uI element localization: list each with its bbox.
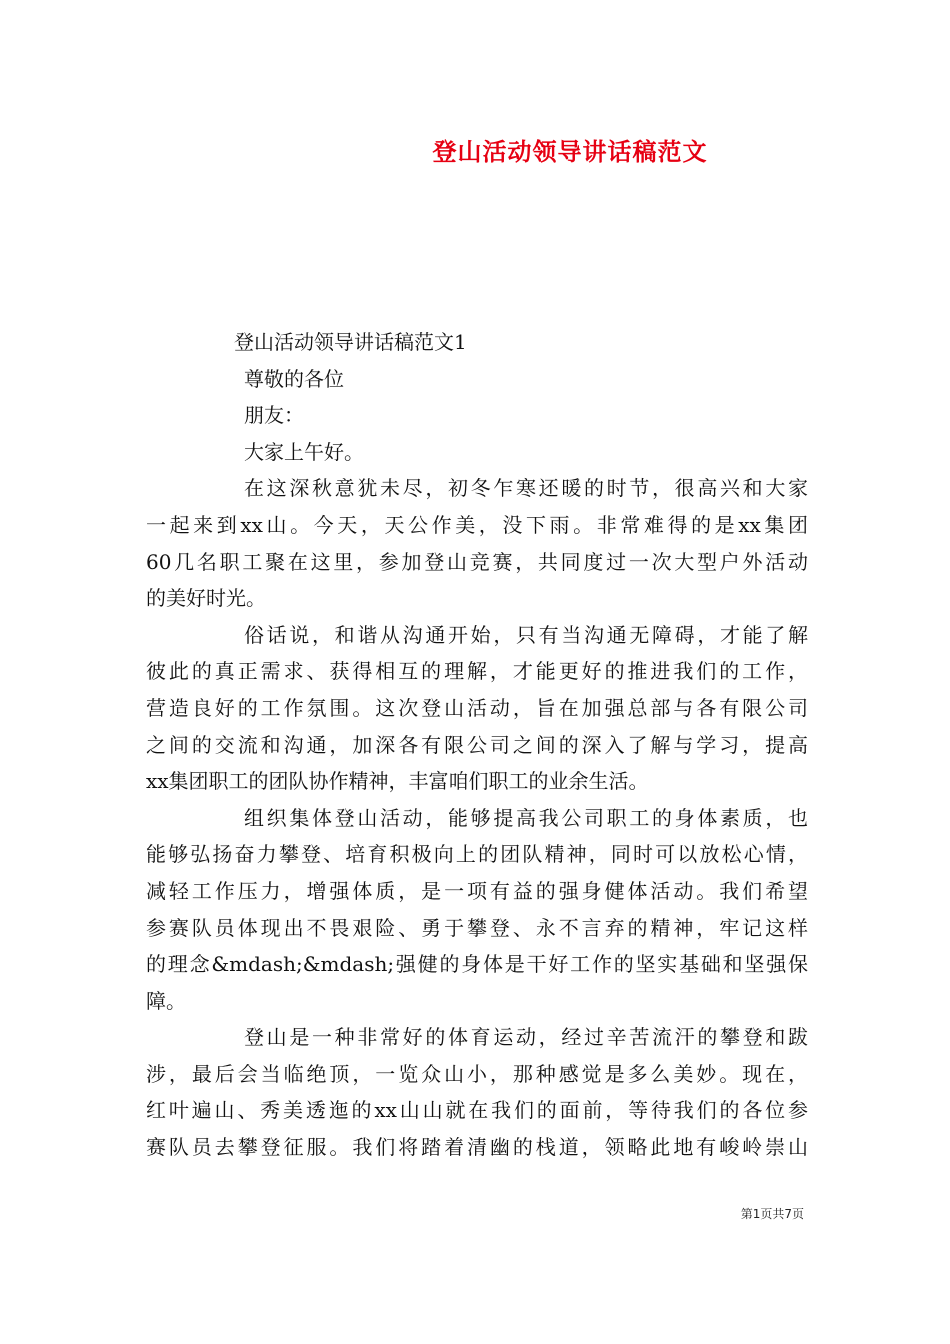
paragraph-line: 涉，最后会当临绝顶，一览众山小，那种感觉是多么美妙。现在， — [146, 1061, 808, 1086]
paragraph-line: 之间的交流和沟通，加深各有限公司之间的深入了解与学习，提高 — [146, 732, 808, 757]
paragraph-line: 登山是一种非常好的体育运动，经过辛苦流汗的攀登和跋 — [244, 1025, 808, 1050]
paragraph-line: 营造良好的工作氛围。这次登山活动，旨在加强总部与各有限公司 — [146, 695, 808, 720]
paragraph-line: 能够弘扬奋力攀登、培育积极向上的团队精神，同时可以放松心情， — [146, 842, 808, 867]
paragraph-line: 彼此的真正需求、获得相互的理解，才能更好的推进我们的工作， — [146, 659, 808, 684]
greeting-line: 大家上午好。 — [244, 439, 364, 464]
document-body — [146, 324, 808, 1166]
document-title: 登山活动领导讲话稿范文 — [432, 137, 708, 166]
paragraph — [146, 617, 808, 800]
paragraph-line: 红叶遍山、秀美透迤的xx山山就在我们的面前，等待我们的各位参 — [146, 1098, 808, 1123]
paragraph-line: 在这深秋意犹未尽，初冬乍寒还暖的时节，很高兴和大家 — [244, 476, 808, 501]
paragraph — [146, 470, 808, 616]
paragraph-line: 障。 — [146, 988, 186, 1013]
paragraph-line: 60几名职工聚在这里，参加登山竞赛，共同度过一次大型户外活动 — [146, 549, 808, 574]
paragraph-line: 一起来到xx山。今天，天公作美，没下雨。非常难得的是xx集团 — [146, 512, 808, 537]
paragraph-line: 的美好时光。 — [146, 586, 266, 611]
paragraph — [146, 800, 808, 1020]
page-number-footer: 第1页共7页 — [740, 1207, 804, 1221]
paragraph-line: 的理念&mdash;&mdash;强健的身体是干好工作的坚实基础和坚强保 — [146, 952, 808, 977]
paragraph-line: xx集团职工的团队协作精神，丰富咱们职工的业余生活。 — [146, 769, 649, 794]
paragraph-line: 赛队员去攀登征服。我们将踏着清幽的栈道，领略此地有峻岭崇山 — [146, 1135, 808, 1160]
section-subtitle: 登山活动领导讲话稿范文1 — [234, 330, 467, 354]
paragraph — [146, 1019, 808, 1165]
paragraph-line: 组织集体登山活动，能够提高我公司职工的身体素质，也 — [244, 805, 808, 830]
paragraph-line: 俗话说，和谐从沟通开始，只有当沟通无障碍，才能了解 — [244, 622, 808, 647]
greeting-line: 尊敬的各位 — [244, 366, 344, 391]
paragraph-line: 减轻工作压力，增强体质，是一项有益的强身健体活动。我们希望 — [146, 878, 808, 903]
paragraph-line: 参赛队员体现出不畏艰险、勇于攀登、永不言弃的精神，牢记这样 — [146, 915, 808, 940]
greeting-line: 朋友： — [244, 403, 304, 428]
